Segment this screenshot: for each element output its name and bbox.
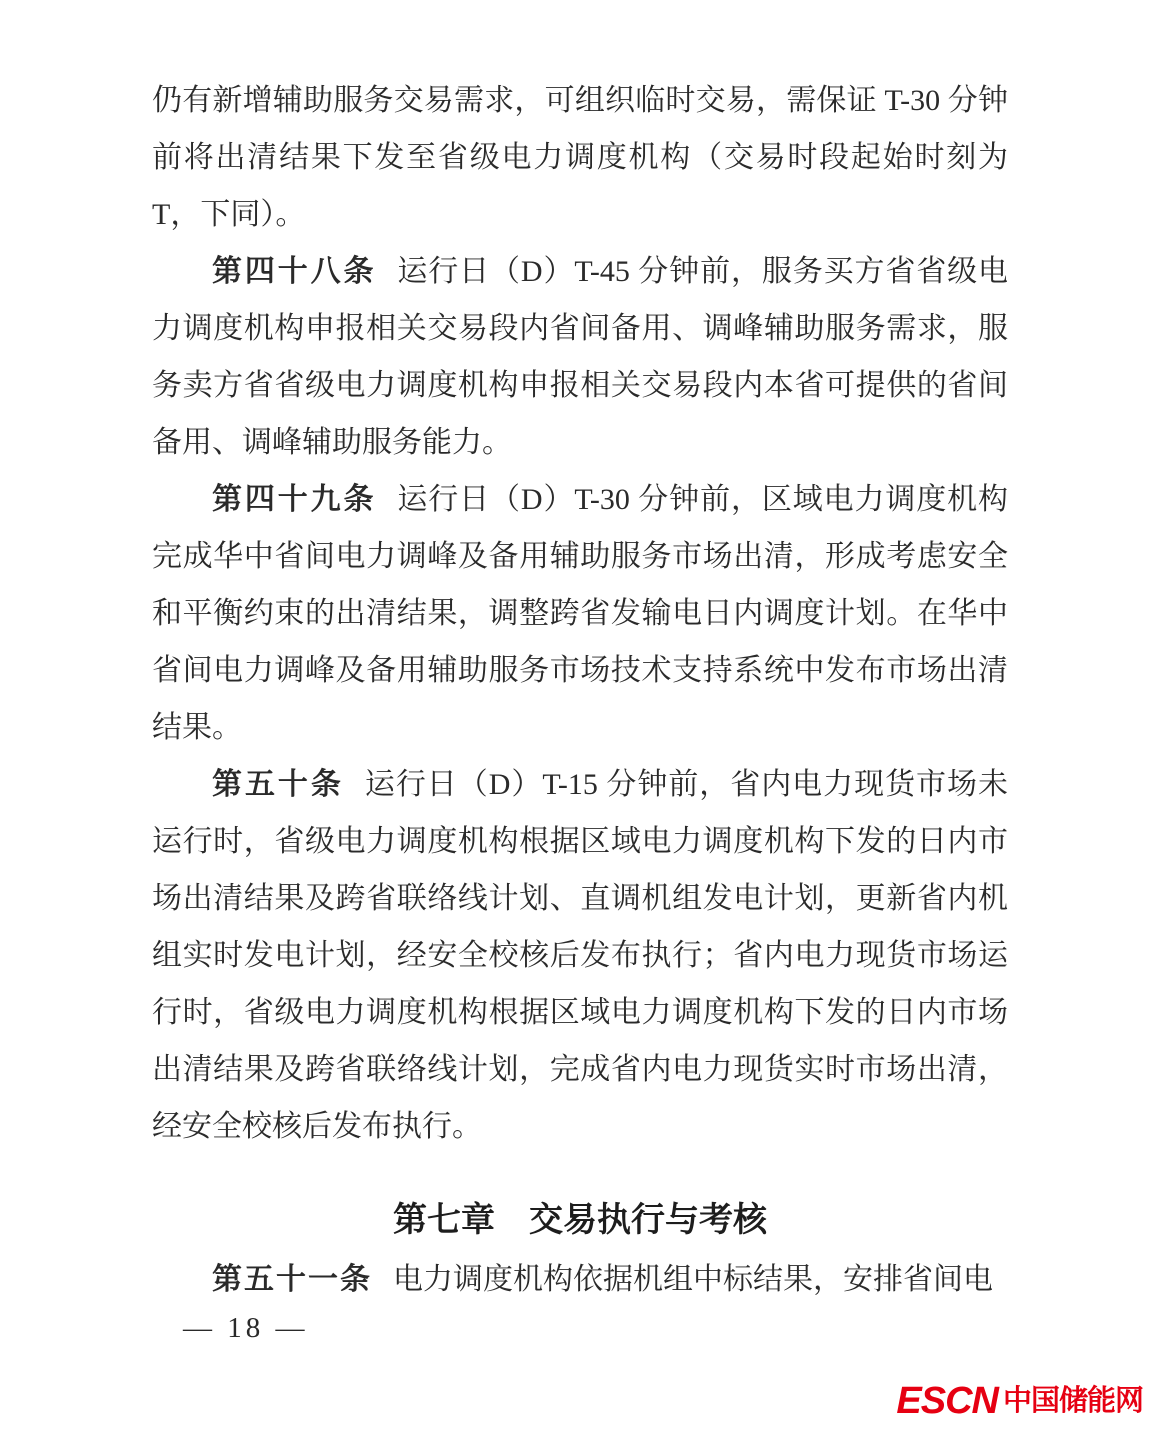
article-number: 第四十九条 [212, 483, 377, 516]
paragraph-text: 运行日（D）T-15 分钟前，省内电力现货市场未运行时，省级电力调度机构根据区域电力调度机构下发的日内市场出清结果及跨省联络线计划、直调机组发电计划，更新省内机组实时发电计划，经安全校核后发布执行；省内电力现货市场运行时，省级电力调度机构根据区域电力调度机构下发的日内市场出清结果及跨省联络线计划，完成省内电力现货实时市场出清，经安全校核后发布执行。 [152, 768, 1008, 1143]
escn-logo-text: ESCN [896, 1380, 998, 1422]
body-paragraph [152, 243, 1008, 471]
body-paragraph [152, 756, 1008, 1155]
article-number: 第五十条 [212, 768, 344, 801]
article-number: 第五十一条 [212, 1263, 372, 1296]
body-paragraph [152, 1251, 1008, 1308]
body-paragraph [152, 471, 1008, 756]
escn-watermark [896, 1382, 1143, 1420]
document-body [152, 72, 1008, 1308]
paragraph-text: 电力调度机构依据机组中标结果，安排省间电 [393, 1263, 993, 1296]
paragraph-text: 运行日（D）T-30 分钟前，区域电力调度机构完成华中省间电力调峰及备用辅助服务市场出清，形成考虑安全和平衡约束的出清结果，调整跨省发输电日内调度计划。在华中省间电力调峰及备用辅助服务市场技术支持系统中发布市场出清结果。 [152, 483, 1008, 744]
escn-logo-cjk-text: 中国储能网 [1002, 1384, 1143, 1417]
paragraph-text: 运行日（D）T-45 分钟前，服务买方省省级电力调度机构申报相关交易段内省间备用、调峰辅助服务需求，服务卖方省省级电力调度机构申报相关交易段内本省可提供的省间备用、调峰辅助服务能力。 [152, 255, 1008, 459]
article-number: 第四十八条 [212, 255, 377, 288]
paragraph-list [152, 72, 1008, 1155]
paragraph-text: 仍有新增辅助服务交易需求，可组织临时交易，需保证 T-30 分钟前将出清结果下发至省级电力调度机构（交易时段起始时刻为 T，下同）。 [152, 84, 1008, 231]
chapter-heading: 第七章 交易执行与考核 [393, 1201, 767, 1239]
page-number: — 18 — [183, 1312, 309, 1344]
body-paragraph [152, 72, 1008, 243]
